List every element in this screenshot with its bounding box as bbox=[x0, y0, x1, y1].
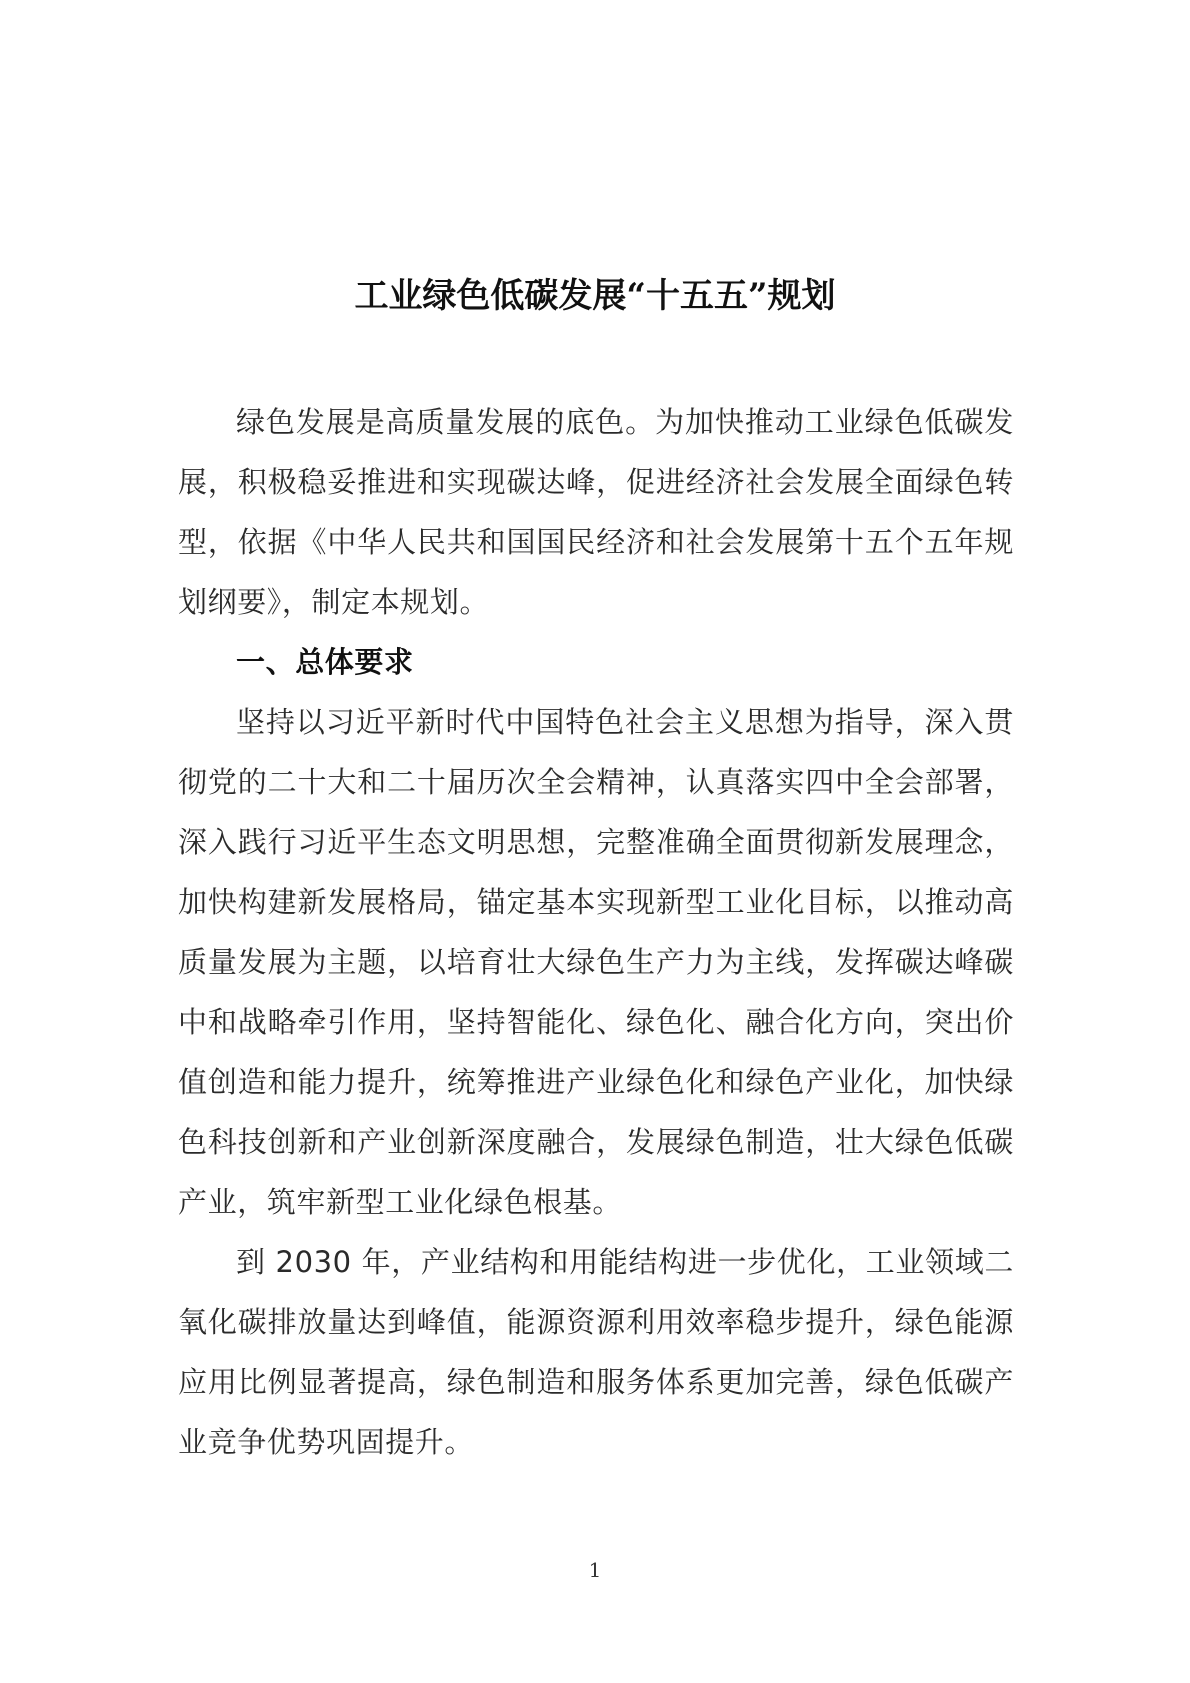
document-body bbox=[178, 392, 1014, 1472]
document-title: 工业绿色低碳发展“十五五”规划 bbox=[354, 276, 836, 316]
section-heading: 一、总体要求 bbox=[236, 645, 414, 679]
page-number: 1 bbox=[588, 1558, 602, 1582]
section-paragraph-2: 到 2030 年，产业结构和用能结构进一步优化，工业领域二氧化碳排放量达到峰值，能源资源利用效率稳步提升，绿色能源应用比例显著提高，绿色制造和服务体系更加完善，绿色低碳产业竞争优势巩固提升。 bbox=[178, 1245, 1014, 1459]
section-paragraph-1: 坚持以习近平新时代中国特色社会主义思想为指导，深入贯彻党的二十大和二十届历次全会精神，认真落实四中全会部署，深入践行习近平生态文明思想，完整准确全面贯彻新发展理念，加快构建新发展格局，锚定基本实现新型工业化目标，以推动高质量发展为主题，以培育壮大绿色生产力为主线，发挥碳达峰碳中和战略牵引作用，坚持智能化、绿色化、融合化方向，突出价值创造和能力提升，统筹推进产业绿色化和绿色产业化，加快绿色科技创新和产业创新深度融合，发展绿色制造，壮大绿色低碳产业，筑牢新型工业化绿色根基。 bbox=[178, 705, 1014, 1219]
intro-paragraph: 绿色发展是高质量发展的底色。为加快推动工业绿色低碳发展，积极稳妥推进和实现碳达峰，促进经济社会发展全面绿色转型，依据《中华人民共和国国民经济和社会发展第十五个五年规划纲要》，制定本规划。 bbox=[178, 405, 1014, 619]
